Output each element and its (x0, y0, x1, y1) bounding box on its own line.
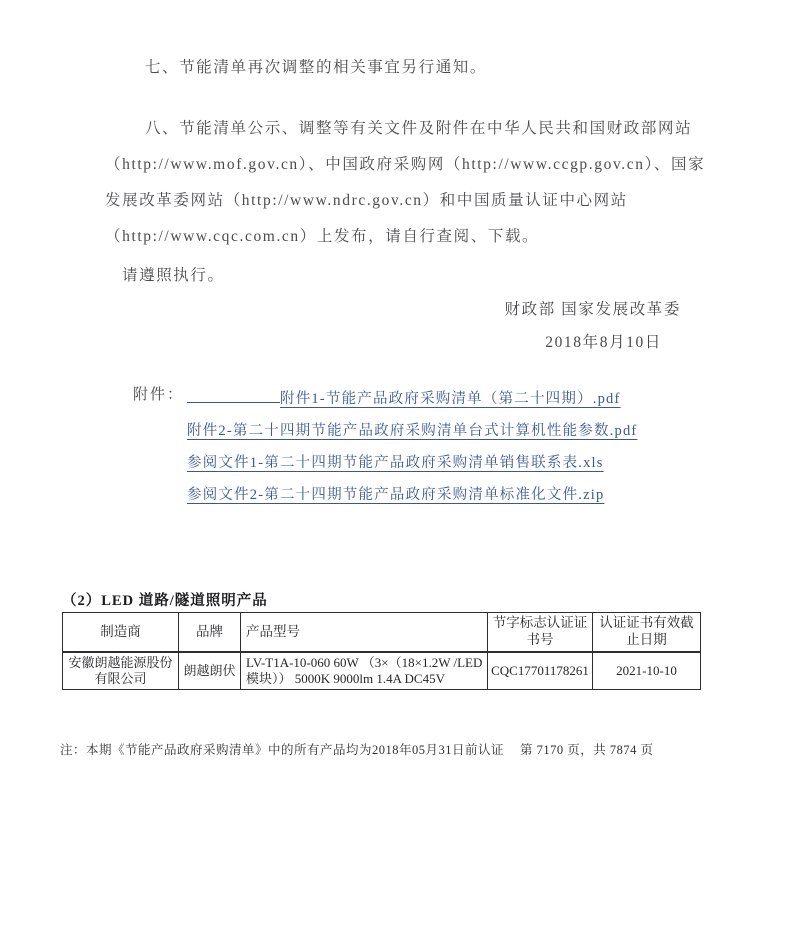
execute-line: 请遵照执行。 (122, 267, 225, 284)
footnote: 注：本期《节能产品政府采购清单》中的所有产品均为2018年05月31日前认证 (60, 743, 505, 757)
header-manufacturer: 制造商 (63, 613, 179, 653)
cell-product-model: LV-T1A-10-060 60W （3×（18×1.2W /LED 模块）） 5000K 9000lm 1.4A DC45V (241, 652, 488, 690)
attachment-link-1-lead-underline (187, 388, 280, 404)
page-info: 第 7170 页，共 7874 页 (520, 743, 654, 757)
header-cert-number: 节字标志认证证书号 (488, 613, 593, 653)
reference-link-1[interactable]: 参阅文件1-第二十四期节能产品政府采购清单销售联系表.xls (187, 455, 604, 471)
table-row (63, 652, 701, 690)
attachment-link-1-text: 附件1-节能产品政府采购清单（第二十四期）.pdf (280, 391, 621, 407)
attachment-link-1[interactable] (187, 383, 637, 415)
paragraph-eight-line-2: （http://www.mof.gov.cn）、中国政府采购网（http://www.ccgp.gov.cn）、国家 (105, 156, 706, 173)
cell-brand: 朗越朗伏 (179, 652, 241, 690)
products-table-wrapper (62, 612, 701, 690)
attachments-label: 附件： (133, 387, 185, 403)
cell-cert-number: CQC17701178261 (488, 652, 593, 690)
cell-manufacturer: 安徽朗越能源股份有限公司 (63, 652, 179, 690)
header-product-model: 产品型号 (241, 613, 488, 653)
paragraph-eight (105, 111, 705, 255)
signature-line: 财政部 国家发展改革委 (504, 301, 681, 318)
attachments-list (187, 383, 637, 511)
paragraph-eight-line-4: （http://www.cqc.com.cn）上发布，请自行查阅、下载。 (105, 228, 540, 245)
paragraph-eight-line-3: 发展改革委网站（http://www.ndrc.gov.cn）和中国质量认证中心网站 (105, 192, 628, 209)
cell-cert-expiry: 2021-10-10 (593, 652, 701, 690)
attachment-link-2[interactable]: 附件2-第二十四期节能产品政府采购清单台式计算机性能参数.pdf (187, 423, 638, 439)
products-table (62, 612, 701, 690)
header-brand: 品牌 (179, 613, 241, 653)
reference-link-2[interactable]: 参阅文件2-第二十四期节能产品政府采购清单标准化文件.zip (187, 487, 605, 503)
date-line: 2018年8月10日 (545, 334, 662, 351)
header-cert-expiry: 认证证书有效截止日期 (593, 613, 701, 653)
table-header-row (63, 613, 701, 653)
section-title-led-road-tunnel: （2）LED 道路/隧道照明产品 (62, 593, 268, 609)
paragraph-seven: 七、节能清单再次调整的相关事宜另行通知。 (145, 59, 488, 76)
paragraph-eight-line-1: 八、节能清单公示、调整等有关文件及附件在中华人民共和国财政部网站 (145, 120, 693, 137)
